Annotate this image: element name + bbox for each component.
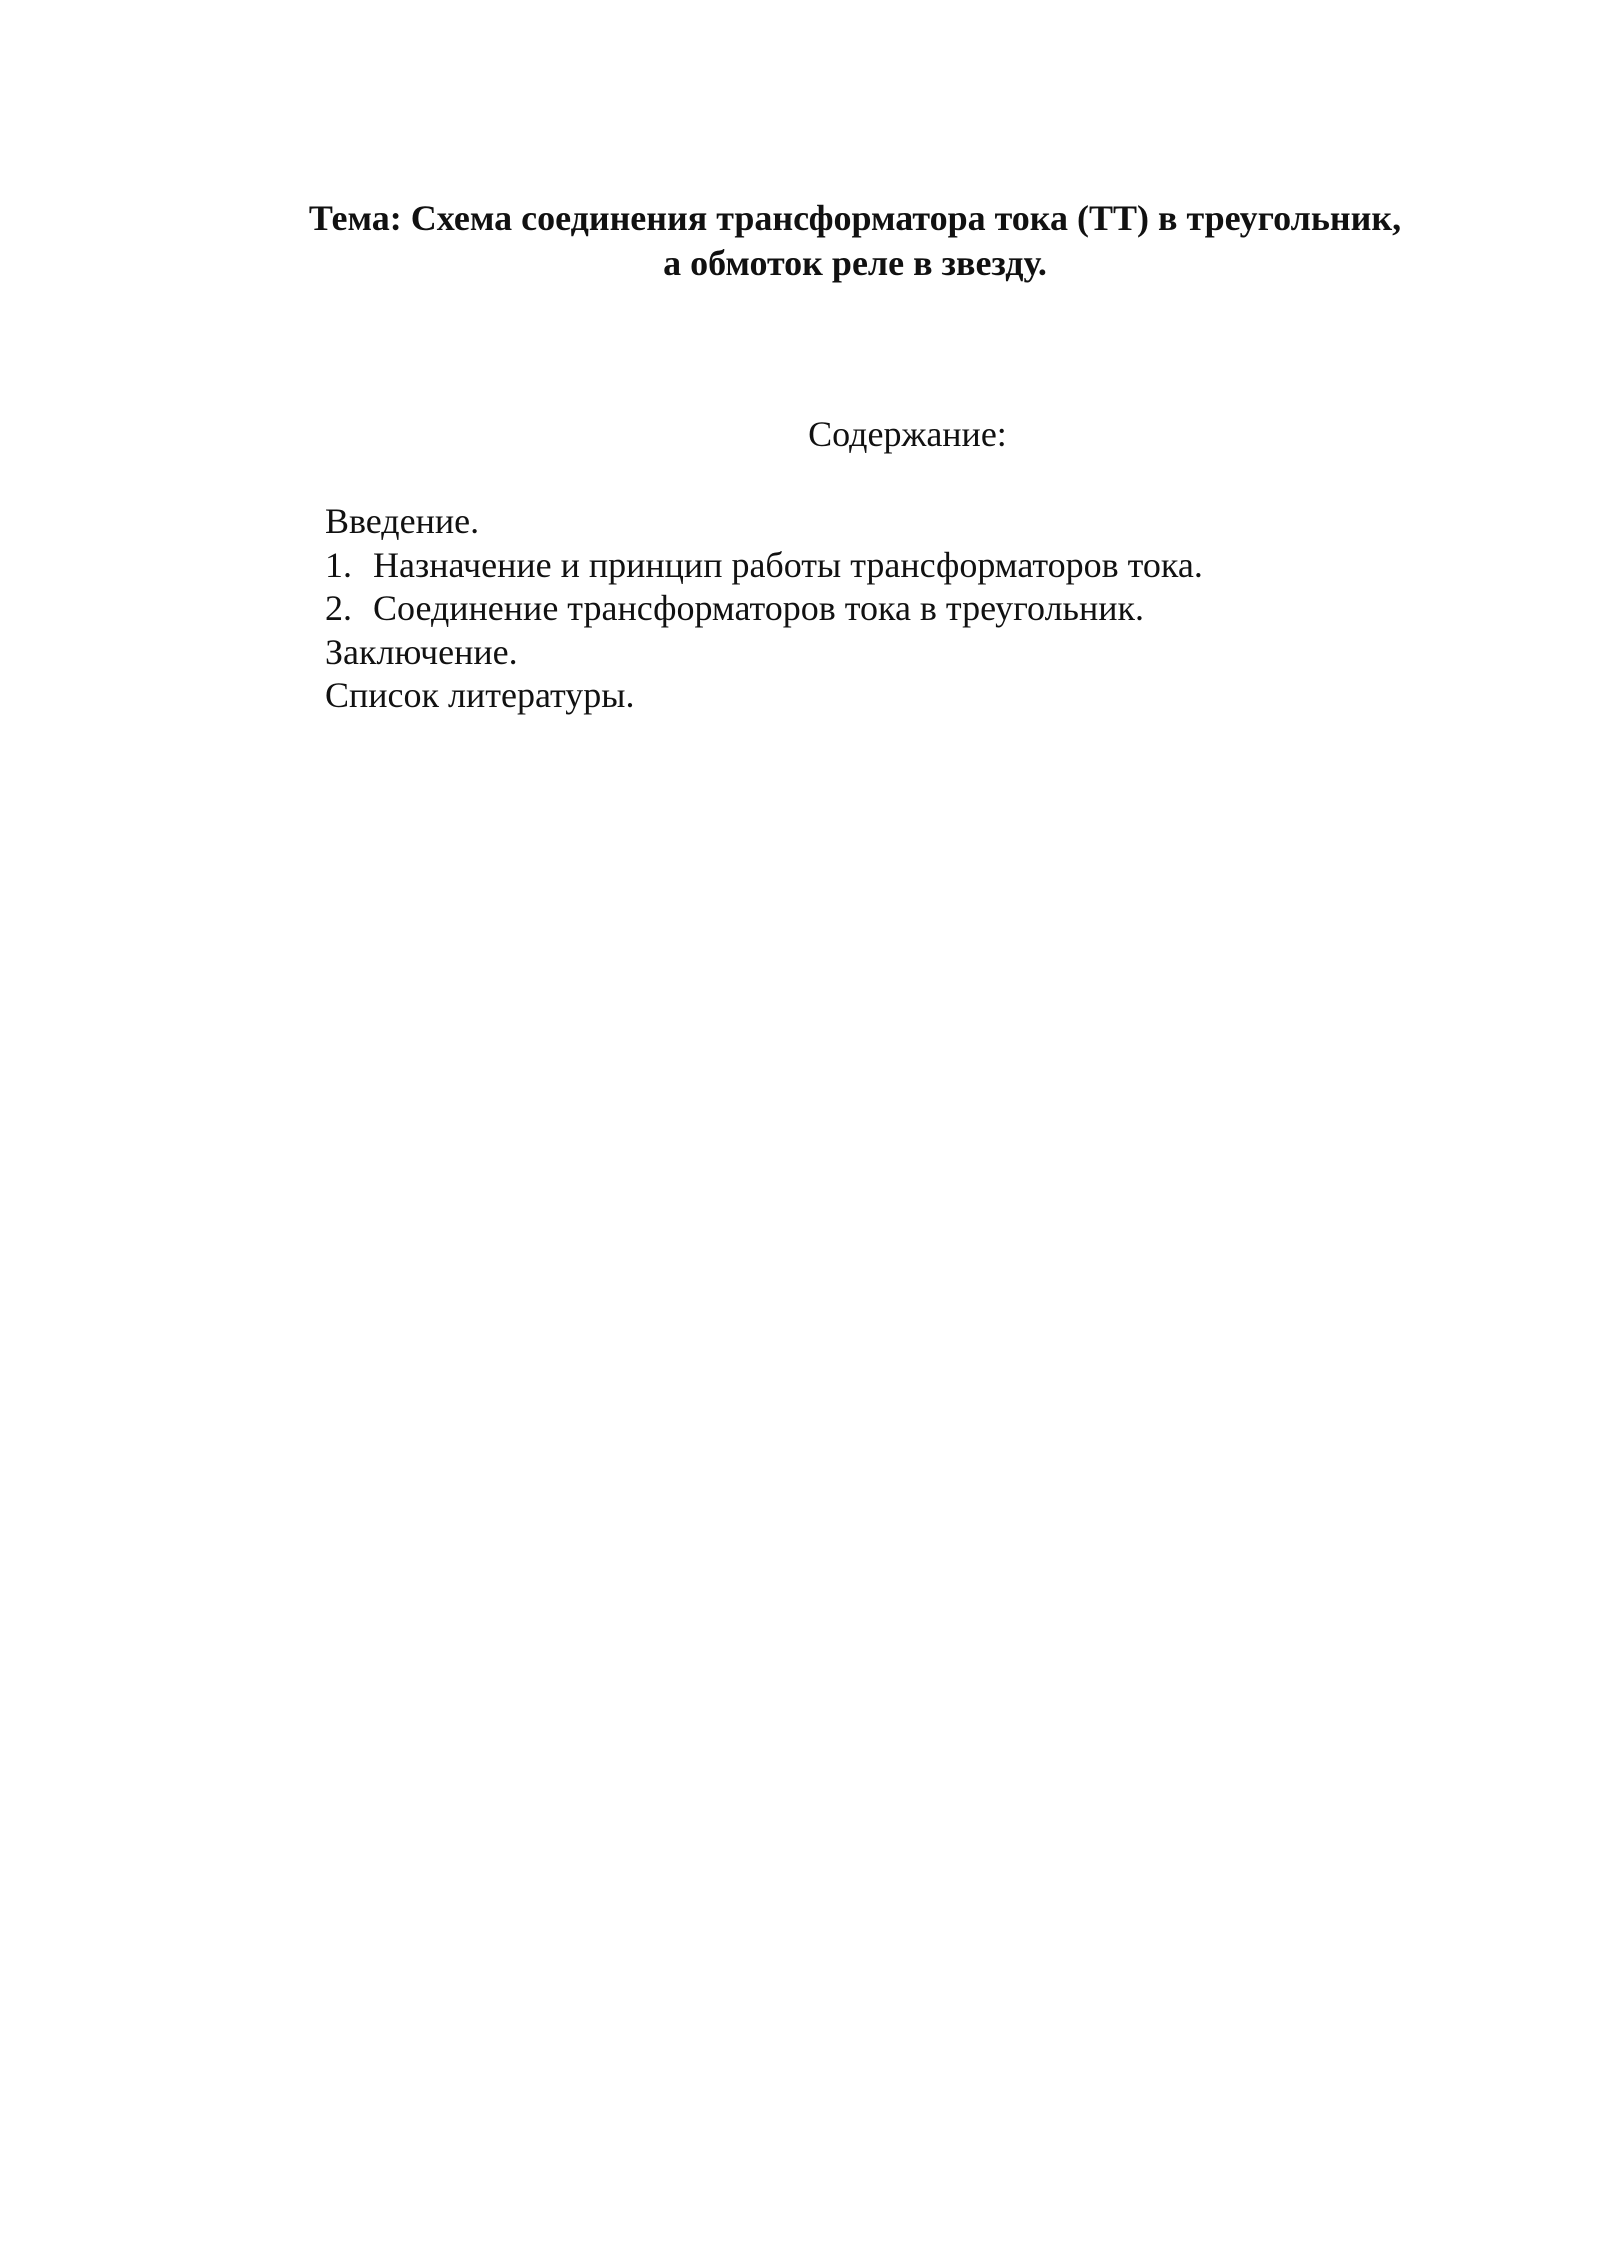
contents-item-text: Заключение.	[325, 631, 518, 672]
contents-item-text: Введение.	[325, 501, 480, 541]
contents-item-text: Список литературы.	[325, 675, 635, 715]
title-line-1: Тема: Схема соединения трансформатора тока (ТТ) в треугольник,	[308, 198, 1402, 238]
contents-item-1	[325, 544, 1425, 588]
contents-item-number: 2.	[325, 588, 352, 628]
contents-item-2	[325, 587, 1425, 631]
contents-item-text: Назначение и принцип работы трансформаторов тока.	[373, 544, 1203, 585]
contents-item-introduction	[325, 500, 1425, 544]
contents-item-references	[325, 674, 1425, 718]
contents-list	[325, 500, 1425, 718]
contents-item-number: 1.	[325, 544, 352, 585]
contents-item-text: Соединение трансформаторов тока в треугольник.	[373, 588, 1144, 628]
contents-item-conclusion	[325, 631, 1425, 675]
contents-heading: Содержание:	[808, 414, 1007, 454]
title-line-2: а обмоток реле в звезду.	[663, 243, 1047, 283]
document-title	[290, 196, 1420, 286]
